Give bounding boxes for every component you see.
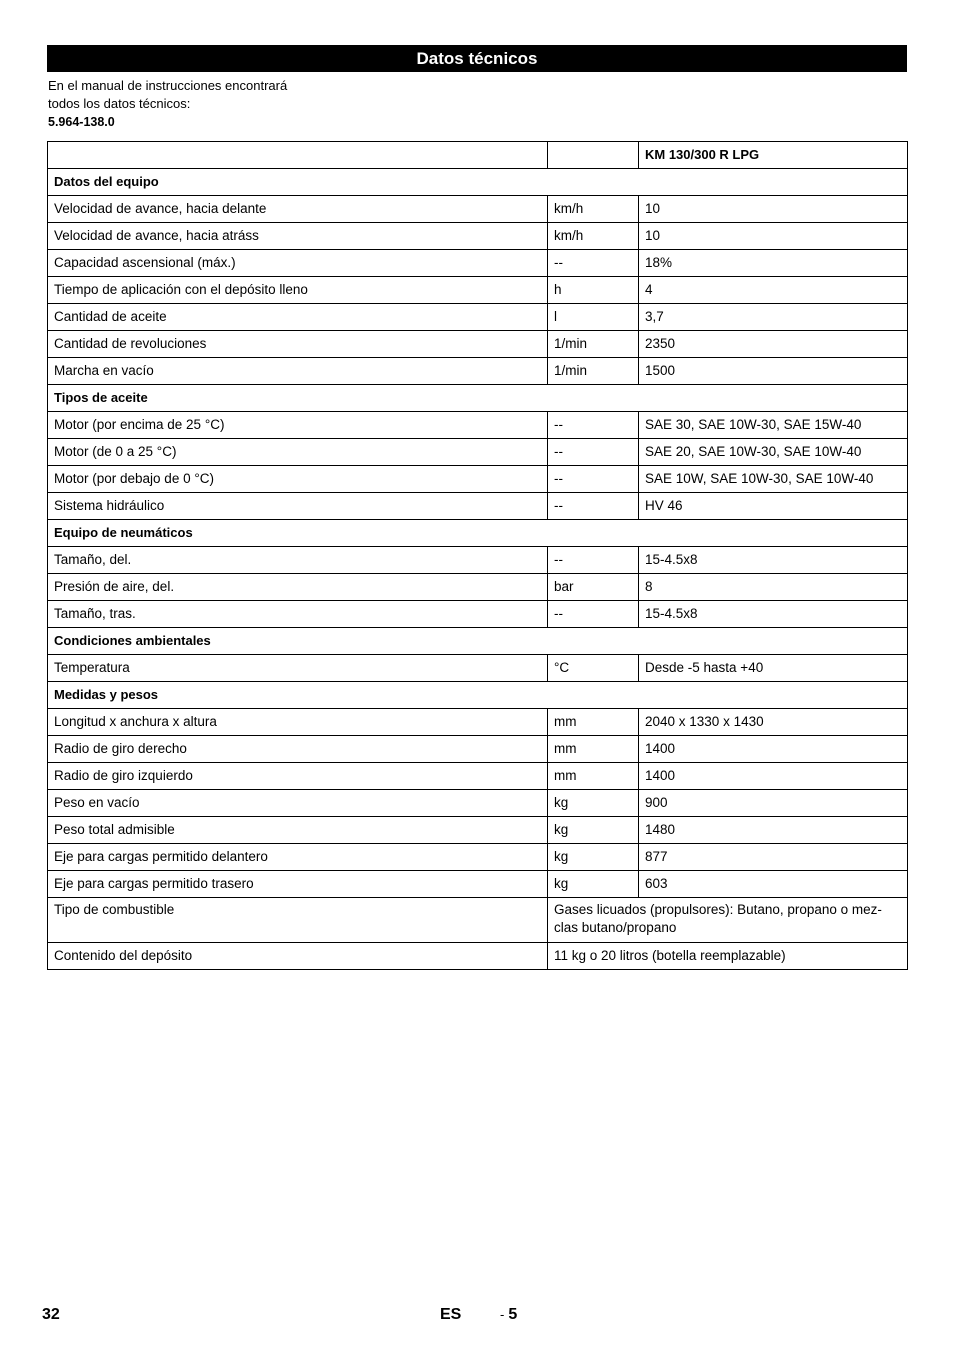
spec-unit: mm [548,736,639,763]
spec-unit: mm [548,709,639,736]
spec-value: 900 [639,790,908,817]
spec-unit: kg [548,844,639,871]
section-row [48,520,908,547]
table-row [48,466,908,493]
spec-label: Longitud x anchura x altura [48,709,548,736]
table-row [48,736,908,763]
table-row [48,655,908,682]
spec-value: 15-4.5x8 [639,601,908,628]
spec-label: Radio de giro izquierdo [48,763,548,790]
table-row [48,304,908,331]
spec-label: Presión de aire, del. [48,574,548,601]
spec-value: Gases licuados (propulsores): Butano, propano o mez-clas butano/propano [548,898,908,943]
spec-value: 2040 x 1330 x 1430 [639,709,908,736]
section-title-cell: Datos del equipo [48,169,908,196]
spec-value: 15-4.5x8 [639,547,908,574]
table-row [48,601,908,628]
table-row [48,358,908,385]
spec-value: Desde -5 hasta +40 [639,655,908,682]
spec-label: Sistema hidráulico [48,493,548,520]
table-row [48,763,908,790]
spec-unit: -- [548,250,639,277]
table-row [48,493,908,520]
sub-page-number: 5 [508,1306,518,1323]
spec-value: 10 [639,223,908,250]
spec-unit: km/h [548,223,639,250]
section-row [48,385,908,412]
table-row [48,844,908,871]
spec-label: Tamaño, tras. [48,601,548,628]
table-row [48,196,908,223]
section-row [48,682,908,709]
table-row [48,574,908,601]
table-row [48,817,908,844]
section-row [48,628,908,655]
spec-unit: -- [548,601,639,628]
spec-value: SAE 10W, SAE 10W-30, SAE 10W-40 [639,466,908,493]
spec-label: Contenido del depósito [48,943,548,970]
spec-label: Motor (por debajo de 0 °C) [48,466,548,493]
table-header-row [48,142,908,169]
spec-value: 877 [639,844,908,871]
table-row [48,871,908,898]
spec-label: Velocidad de avance, hacia atráss [48,223,548,250]
spec-label: Marcha en vacío [48,358,548,385]
spec-label: Cantidad de revoluciones [48,331,548,358]
intro-line-2: todos los datos técnicos: [48,96,191,111]
table-row [48,547,908,574]
spec-unit: -- [548,547,639,574]
spec-label: Eje para cargas permitido trasero [48,871,548,898]
section-row [48,169,908,196]
spec-value: 1400 [639,763,908,790]
spec-label: Radio de giro derecho [48,736,548,763]
spec-label: Temperatura [48,655,548,682]
table-row [48,331,908,358]
language-code: ES [440,1306,462,1323]
spec-value: 603 [639,871,908,898]
spec-value: 4 [639,277,908,304]
section-title-cell: Equipo de neumáticos [48,520,908,547]
spec-value: 1480 [639,817,908,844]
spec-unit: 1/min [548,358,639,385]
page-number: 32 [42,1306,60,1323]
spec-unit: mm [548,763,639,790]
spec-value: 11 kg o 20 litros (botella reemplazable) [548,943,908,970]
table-row [48,709,908,736]
spec-unit: 1/min [548,331,639,358]
table-row [48,439,908,466]
spec-table-body [48,142,908,970]
intro-line-1: En el manual de instrucciones encontrará [48,78,288,93]
spec-unit: °C [548,655,639,682]
spec-unit: h [548,277,639,304]
spec-unit: l [548,304,639,331]
table-row [48,898,908,943]
spec-unit: kg [548,790,639,817]
spec-label: Tiempo de aplicación con el depósito lleno [48,277,548,304]
spec-unit: -- [548,466,639,493]
spec-value: 2350 [639,331,908,358]
spec-unit: -- [548,439,639,466]
spec-label: Tipo de combustible [48,898,548,943]
sub-page [500,1306,517,1324]
model-header: KM 130/300 R LPG [639,142,908,169]
section-title-cell: Medidas y pesos [48,682,908,709]
spec-unit: bar [548,574,639,601]
spec-unit: kg [548,817,639,844]
section-title-cell: Condiciones ambientales [48,628,908,655]
table-row [48,277,908,304]
spec-value: 8 [639,574,908,601]
section-title-cell: Tipos de aceite [48,385,908,412]
table-row [48,412,908,439]
spec-value: 3,7 [639,304,908,331]
spec-table [47,141,908,970]
spec-value: SAE 20, SAE 10W-30, SAE 10W-40 [639,439,908,466]
spec-unit: -- [548,412,639,439]
spec-label: Motor (de 0 a 25 °C) [48,439,548,466]
spec-value: SAE 30, SAE 10W-30, SAE 15W-40 [639,412,908,439]
header-empty-cell [548,142,639,169]
sub-page-dash: - [500,1307,505,1322]
spec-value: 18% [639,250,908,277]
spec-label: Peso en vacío [48,790,548,817]
manual-code: 5.964-138.0 [48,115,115,129]
spec-unit: km/h [548,196,639,223]
intro-text [48,77,368,131]
spec-label: Peso total admisible [48,817,548,844]
spec-label: Cantidad de aceite [48,304,548,331]
spec-unit: kg [548,871,639,898]
spec-label: Motor (por encima de 25 °C) [48,412,548,439]
table-row [48,223,908,250]
table-row [48,943,908,970]
spec-value: 1500 [639,358,908,385]
spec-label: Capacidad ascensional (máx.) [48,250,548,277]
table-row [48,250,908,277]
spec-label: Tamaño, del. [48,547,548,574]
spec-unit: -- [548,493,639,520]
table-row [48,790,908,817]
spec-value: HV 46 [639,493,908,520]
spec-label: Velocidad de avance, hacia delante [48,196,548,223]
spec-value: 10 [639,196,908,223]
header-empty-cell [48,142,548,169]
spec-value: 1400 [639,736,908,763]
spec-label: Eje para cargas permitido delantero [48,844,548,871]
section-title: Datos técnicos [47,45,907,72]
